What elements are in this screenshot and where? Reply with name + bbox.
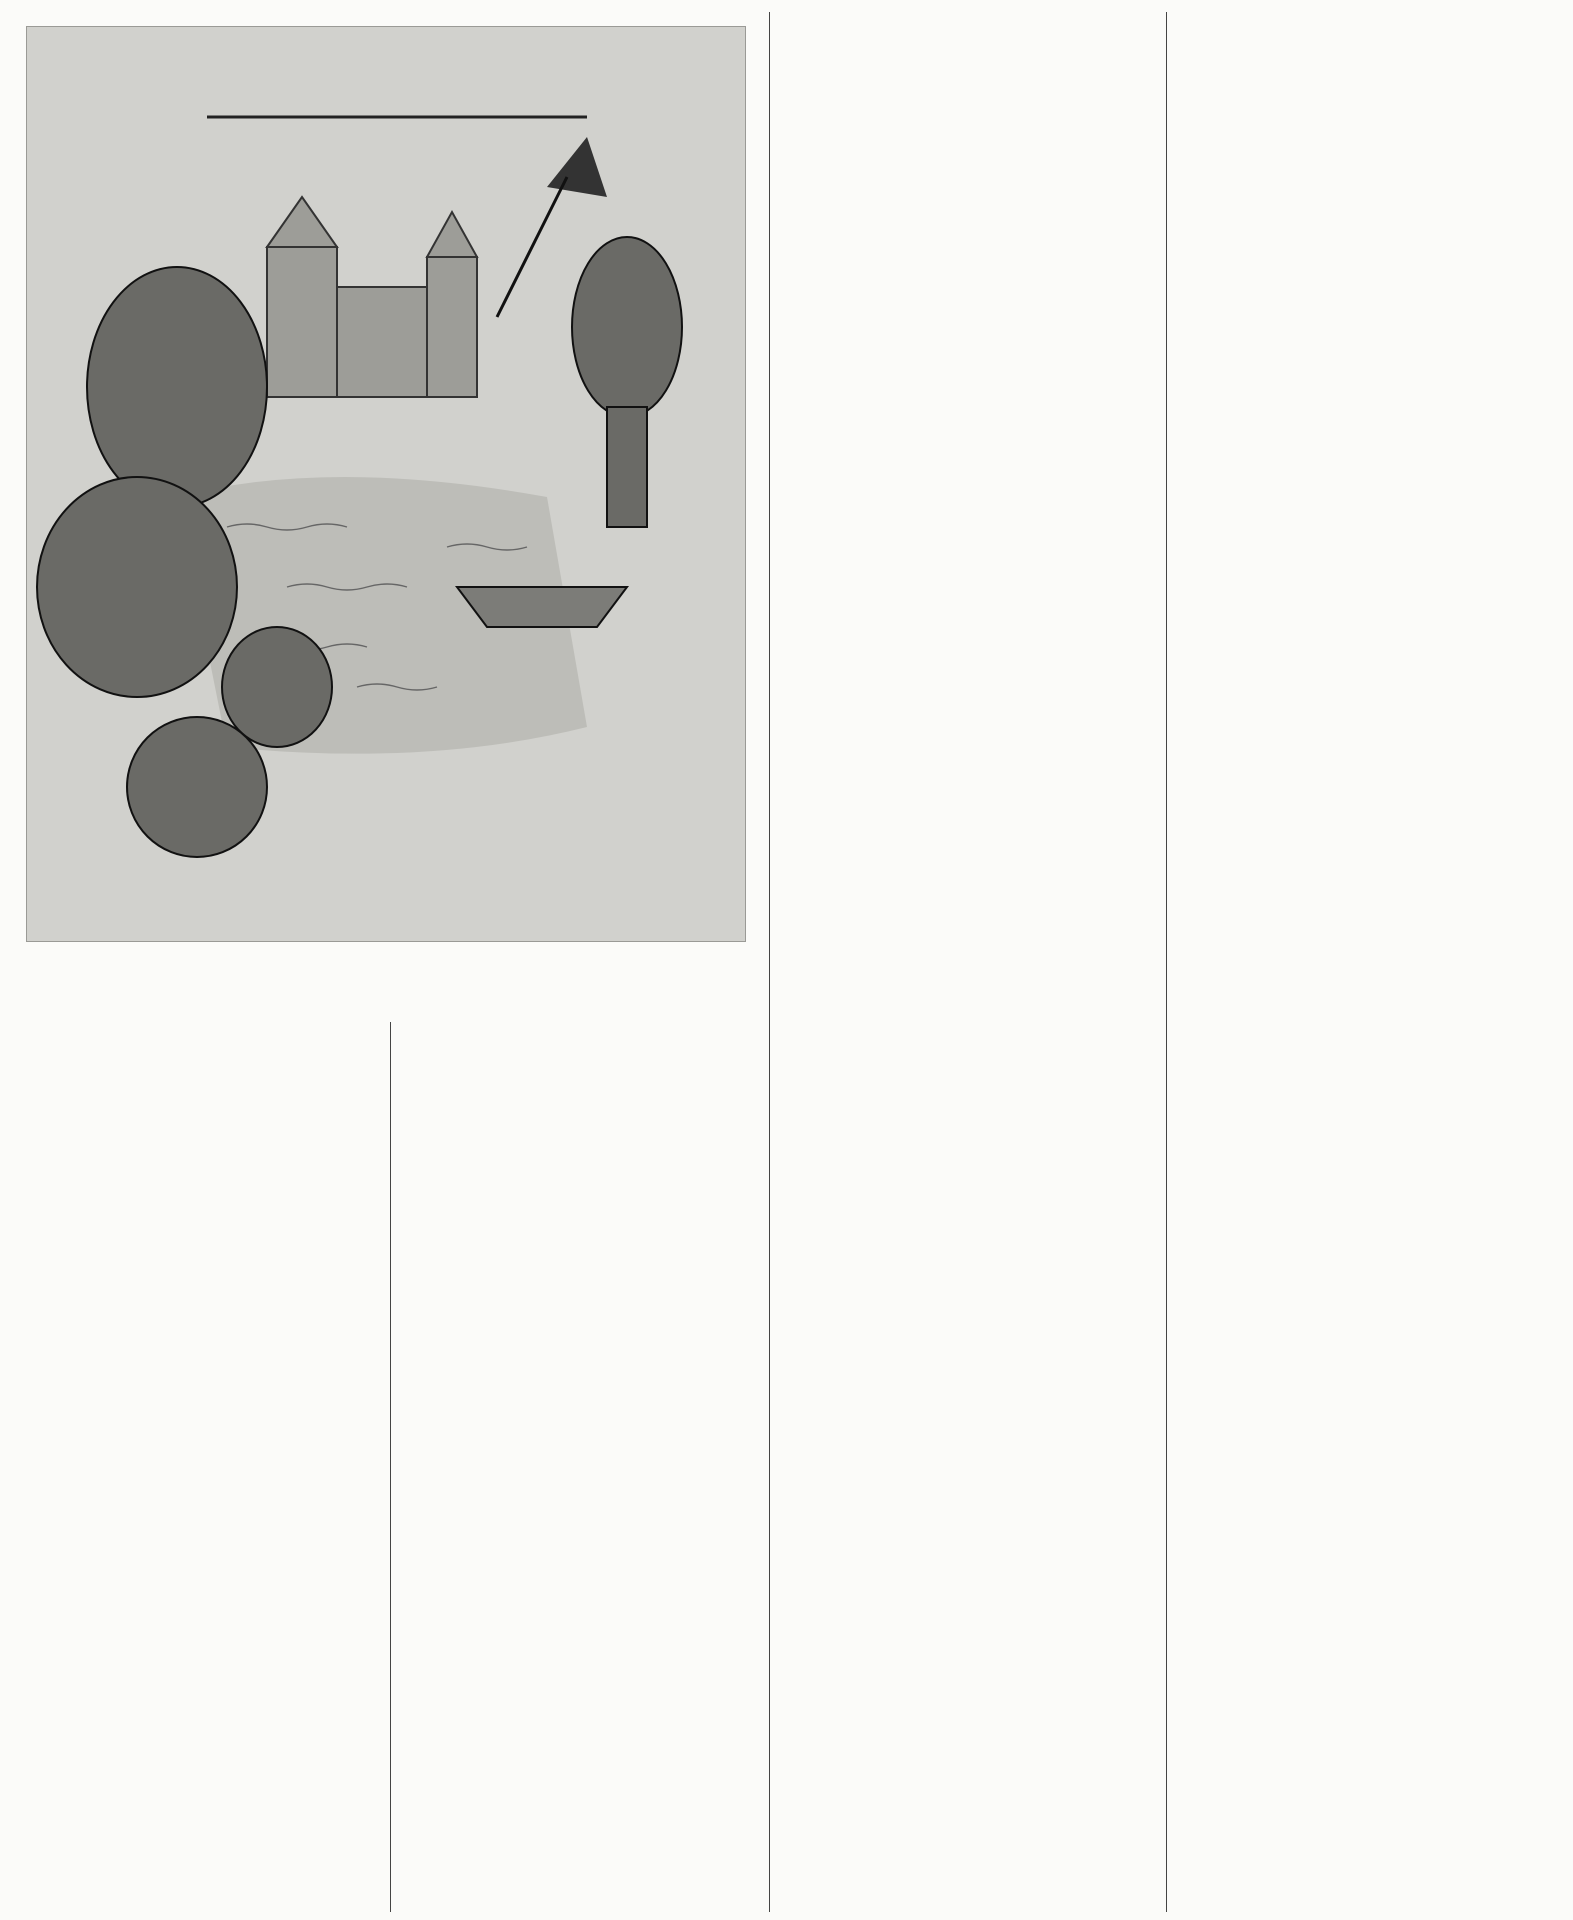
column-rule: [390, 1022, 391, 1912]
column-4: [1192, 14, 1564, 1914]
column-2: [411, 1026, 761, 1916]
poster-illustration: [27, 27, 745, 941]
column-1: [26, 1026, 386, 1916]
poster-image: [26, 26, 746, 942]
column-rule: [769, 12, 770, 1912]
column-rule: [1166, 12, 1167, 1912]
column-3: [812, 14, 1162, 1914]
